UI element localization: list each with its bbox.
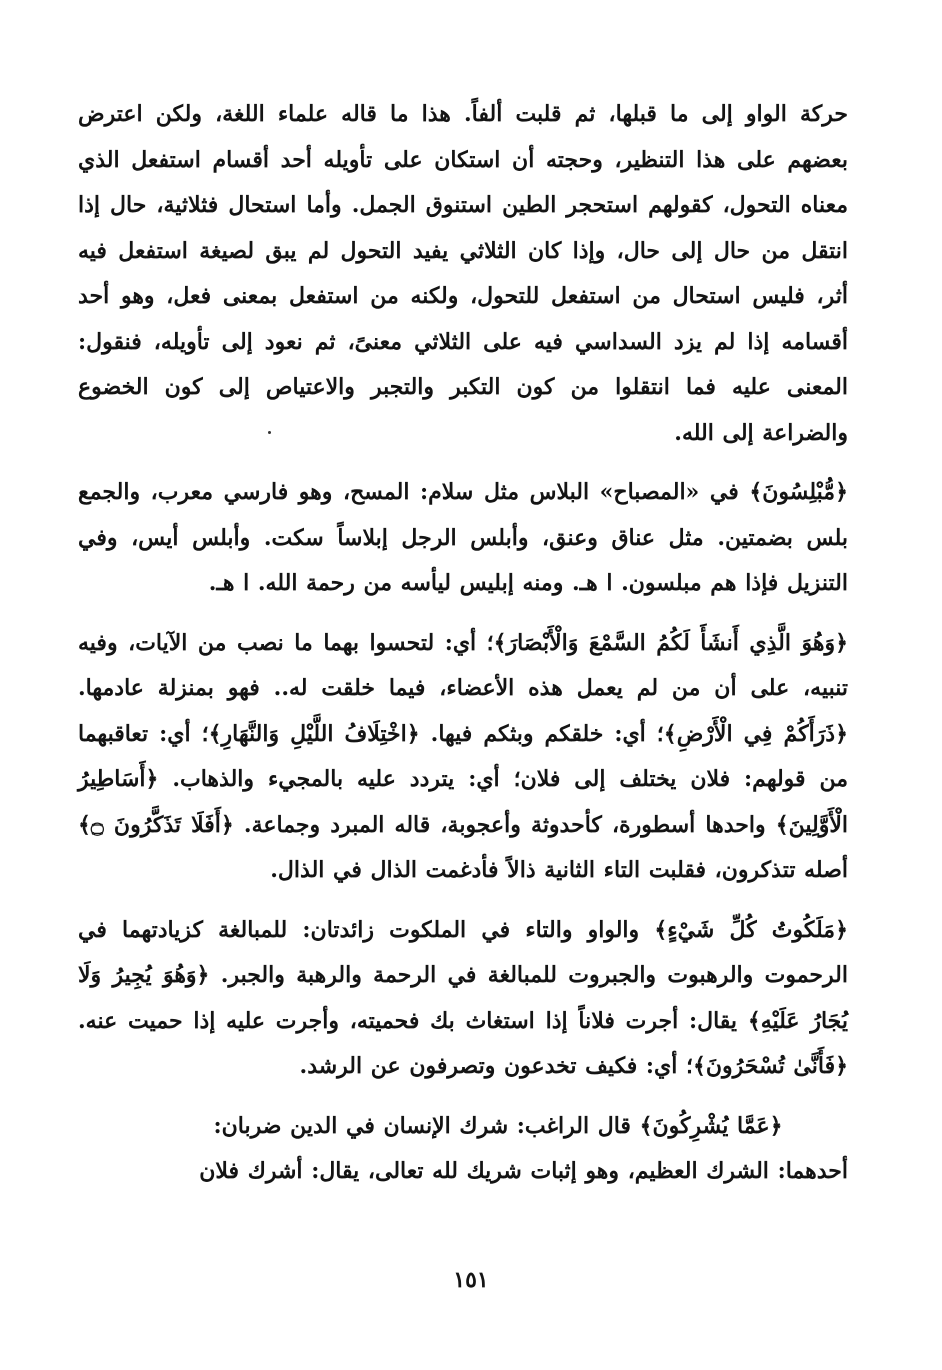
paragraph-6	[78, 1149, 848, 1195]
paragraph-6-lead: أحدهما	[785, 1158, 848, 1184]
speck-mark	[268, 431, 271, 434]
page-number: ١٥١	[453, 1267, 489, 1293]
paragraph-1	[78, 92, 848, 456]
paragraph-1-text: حركة الواو إلى ما قبلها، ثم قلبت ألفاً. هذا ما قاله علماء اللغة، ولكن اعترض بعضهم على هذا التنظير، وحجته أن استكان على تأويله أحد أقسام استفعل الذي معناه التحول، كقولهم استحجر الطين استنوق الجمل. وأما استحال فثلاثية، حال إذا انتقل من حال إلى حال، وإذا كان الثلاثي يفيد التحول لم يبق لصيغة استفعل فيه أثر، فليس استحال من استفعل للتحول، ولكنه من استفعل بمعنى فعل، وهو أحد أقسامه إذا لم يزد السداسي فيه على الثلاثي معنىً، ثم نعود إلى تأويله، فنقول: المعنى عليه فما انتقلوا من كون التكبر والتجبر والاعتياص إلى كون الخضوع والضراعة إلى الله.	[78, 101, 848, 446]
paragraph-2	[78, 470, 848, 607]
paragraph-2-text: ﴿مُّبْلِسُونَ﴾ في «المصباح» البلاس مثل سلام: المسح، وهو فارسي معرب، والجمع بلس بضمتين. مثل عناق وعنق، وأبلس الرجل إبلاساً سكت. وأبلس أيس، وفي التنزيل فإذا هم مبلسون. ا هـ. ومنه إبليس ليأسه من رحمة الله. ا هـ.	[78, 479, 848, 596]
paragraph-4	[78, 908, 848, 1090]
paragraph-5	[78, 1104, 848, 1150]
paragraph-4-text: ﴿مَلَكُوتُ كُلِّ شَيْءٍ﴾ والواو والتاء في الملكوت زائدتان: للمبالغة كزيادتهما في الرحموت والرهبوت والجبروت للمبالغة في الرحمة والرهبة والجبر. ﴿وَهُوَ يُجِيرُ وَلَا يُجَارُ عَلَيْهِ﴾ يقال: أجرت فلاناً إذا استغاث بك فحميته، وأجرت عليه إذا حميت عنه. ﴿فَأَنَّىٰ تُسْحَرُونَ﴾؛ أي: فكيف تخدعون وتصرفون عن الرشد.	[78, 916, 848, 1079]
paragraph-3	[78, 621, 848, 894]
main-text	[78, 92, 848, 1195]
paragraph-3-text: ﴿وَهُوَ الَّذِي أَنشَأَ لَكُمُ السَّمْعَ وَالْأَبْصَارَ﴾؛ أي: لتحسوا بهما ما نصب من الآيات، وفيه تنبيه، على أن من لم يعمل هذه الأعضاء، فيما خلقت له.. فهو بمنزلة عادمها. ﴿ذَرَأَكُمْ فِي الْأَرْضِ﴾؛ أي: خلقكم وبثكم فيها. ﴿اخْتِلَافُ اللَّيْلِ وَالنَّهَارِ﴾؛ أي: تعاقبهما من قولهم: فلان يختلف إلى فلان؛ أي: يتردد عليه بالمجيء والذهاب. ﴿أَسَاطِيرُ الْأَوَّلِينَ﴾ واحدها أسطورة، كأحدوثة وأعجوبة، قاله المبرد وجماعة. ﴿أَفَلَا تَذَكَّرُونَ ۝﴾ أصله تتذكرون، فقلبت التاء الثانية ذالاً فأدغمت الذال في الذال.	[78, 629, 848, 883]
paragraph-5-text: ﴿عَمَّا يُشْرِكُونَ﴾ قال الراغب: شرك الإنسان في الدين ضربان:	[213, 1112, 783, 1139]
paragraph-6-text: : الشرك العظيم، وهو إثبات شريك لله تعالى، يقال: أشرك فلان	[199, 1158, 786, 1184]
